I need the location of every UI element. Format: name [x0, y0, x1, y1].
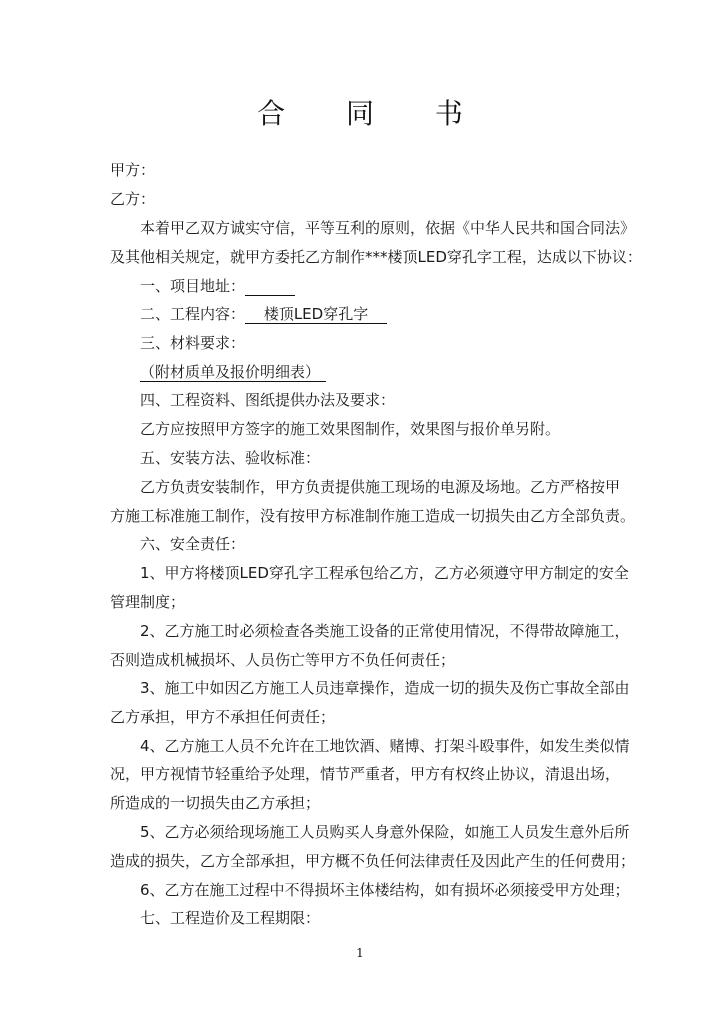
- page-number: 1: [356, 946, 364, 960]
- section-1-project-address: [140, 276, 295, 296]
- project-content-value: 楼顶LED穿孔字: [245, 304, 387, 324]
- material-attachment-note: （附材质单及报价明细表）: [140, 362, 326, 382]
- section-4-label: 四、工程资料、图纸提供办法及要求：: [140, 391, 396, 409]
- section-5-label: 五、安装方法、验收标准：: [140, 449, 321, 467]
- party-b-label: 乙方：: [110, 190, 156, 208]
- party-a-label: 甲方：: [110, 161, 156, 179]
- section-7-label: 七、工程造价及工程期限：: [140, 909, 321, 927]
- section-4-body: 乙方应按照甲方签字的施工效果图制作，效果图与报价单另附。: [140, 420, 561, 438]
- section-6-item-6: 6、乙方在施工过程中不得损坏主体楼结构，如有损坏必须接受甲方处理；: [140, 881, 630, 899]
- section-5-body-line-1: 乙方负责安装制作，甲方负责提供施工现场的电源及场地。乙方严格按甲: [140, 478, 621, 496]
- section-6-item-1-line-2: 管理制度；: [110, 593, 186, 611]
- document-title: 合 同 书: [257, 97, 489, 130]
- section-3-label: 三、材料要求：: [140, 334, 246, 352]
- section-6-item-2-line-2: 否则造成机械损坏、人员伤亡等甲方不负任何责任；: [110, 651, 456, 669]
- intro-paragraph-line-1: 本着甲乙双方诚实守信，平等互利的原则，依据《中华人民共和国合同法》: [140, 219, 636, 237]
- section-2-label: 二、工程内容：: [140, 305, 246, 323]
- section-3-material-note: [140, 362, 326, 382]
- section-6-item-1-line-1: 1、甲方将楼顶LED穿孔字工程承包给乙方，乙方必须遵守甲方制定的安全: [140, 564, 629, 582]
- section-5-body-line-2: 方施工标准施工制作，没有按甲方标准制作施工造成一切损失由乙方全部负责。: [110, 507, 636, 525]
- project-address-blank: [245, 276, 295, 296]
- section-6-item-4-line-2: 况，甲方视情节轻重给予处理，情节严重者，甲方有权终止协议，清退出场，: [110, 765, 621, 783]
- section-6-item-3-line-1: 3、施工中如因乙方施工人员违章操作，造成一切的损失及伤亡事故全部由: [140, 679, 630, 697]
- intro-paragraph-line-2: 及其他相关规定，就甲方委托乙方制作***楼顶LED穿孔字工程，达成以下协议：: [110, 248, 642, 266]
- section-6-item-2-line-1: 2、乙方施工时必须检查各类施工设备的正常使用情况，不得带故障施工，: [140, 622, 630, 640]
- section-6-item-4-line-1: 4、乙方施工人员不允许在工地饮酒、赌博、打架斗殴事件，如发生类似情: [140, 737, 630, 755]
- section-6-item-5-line-1: 5、乙方必须给现场施工人员购买人身意外保险，如施工人员发生意外后所: [140, 823, 630, 841]
- section-1-label: 一、项目地址：: [140, 277, 246, 295]
- section-2-project-content: [140, 304, 387, 324]
- section-6-label: 六、安全责任：: [140, 535, 246, 553]
- section-6-item-4-line-3: 所造成的一切损失由乙方承担；: [110, 794, 321, 812]
- section-6-item-5-line-2: 造成的损失，乙方全部承担，甲方概不负任何法律责任及因此产生的任何费用；: [110, 852, 636, 870]
- section-6-item-3-line-2: 乙方承担，甲方不承担任何责任；: [110, 708, 336, 726]
